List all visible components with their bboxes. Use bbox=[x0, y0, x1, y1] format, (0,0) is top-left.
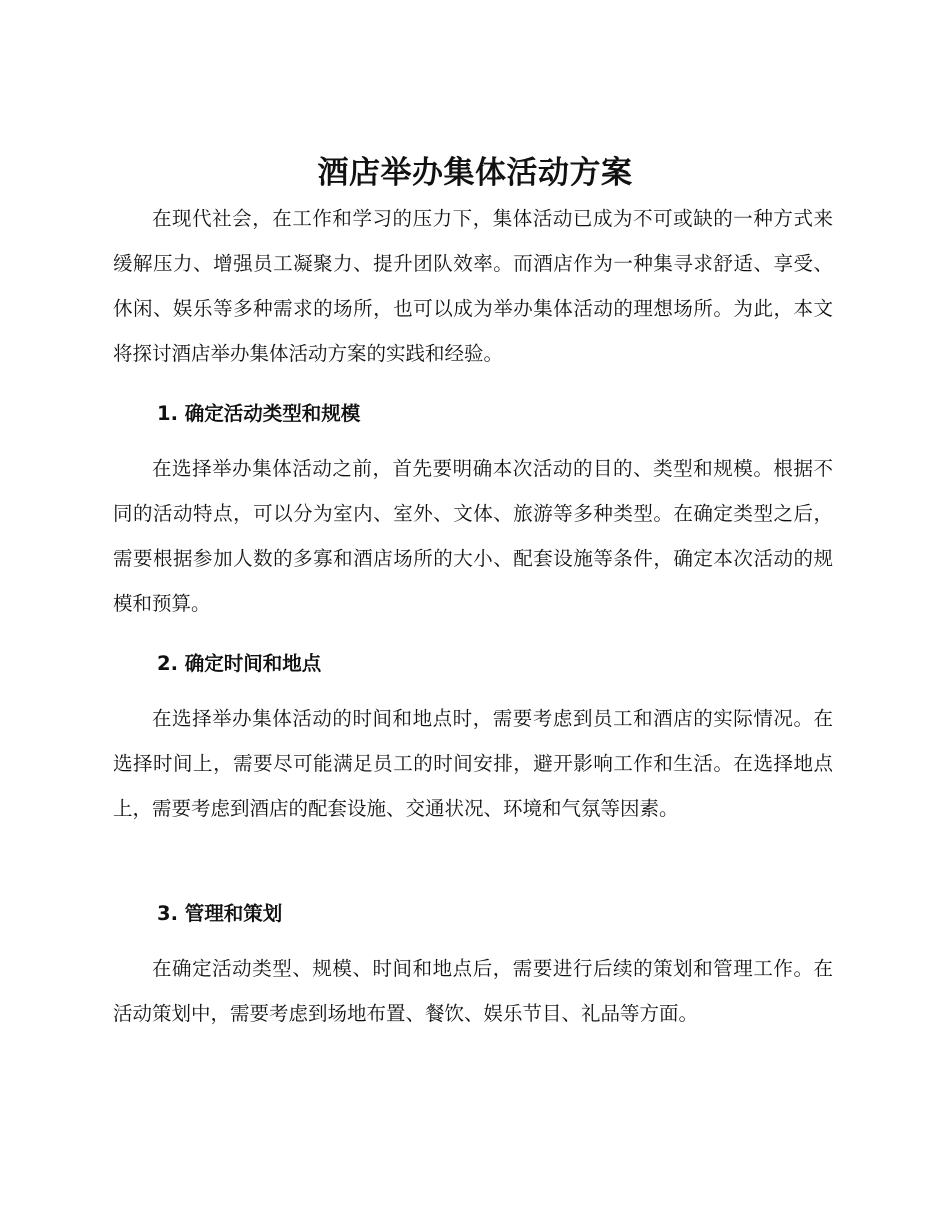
document-title: 酒店举办集体活动方案 bbox=[317, 155, 633, 191]
section-paragraph-1: 在选择举办集体活动之前，首先要明确本次活动的目的、类型和规模。根据不同的活动特点，可以分为室内、室外、文体、旅游等多种类型。在确定类型之后，需要根据参加人数的多寡和酒店场所的大小、配套设施等条件，确定本次活动的规模和预算。 bbox=[113, 457, 833, 615]
section-heading-3: 3. 管理和策划 bbox=[157, 902, 283, 925]
intro-paragraph: 在现代社会，在工作和学习的压力下，集体活动已成为不可或缺的一种方式来缓解压力、增强员工凝聚力、提升团队效率。而酒店作为一种集寻求舒适、享受、休闲、娱乐等多种需求的场所，也可以成为举办集体活动的理想场所。为此，本文将探讨酒店举办集体活动方案的实践和经验。 bbox=[113, 207, 833, 365]
section-paragraph-3: 在确定活动类型、规模、时间和地点后，需要进行后续的策划和管理工作。在活动策划中，需要考虑到场地布置、餐饮、娱乐节目、礼品等方面。 bbox=[113, 957, 833, 1025]
section-paragraph-2: 在选择举办集体活动的时间和地点时，需要考虑到员工和酒店的实际情况。在选择时间上，需要尽可能满足员工的时间安排，避开影响工作和生活。在选择地点上，需要考虑到酒店的配套设施、交通状况、环境和气氛等因素。 bbox=[113, 707, 833, 820]
section-heading-2: 2. 确定时间和地点 bbox=[157, 652, 322, 675]
section-heading-1: 1. 确定活动类型和规模 bbox=[157, 402, 361, 425]
